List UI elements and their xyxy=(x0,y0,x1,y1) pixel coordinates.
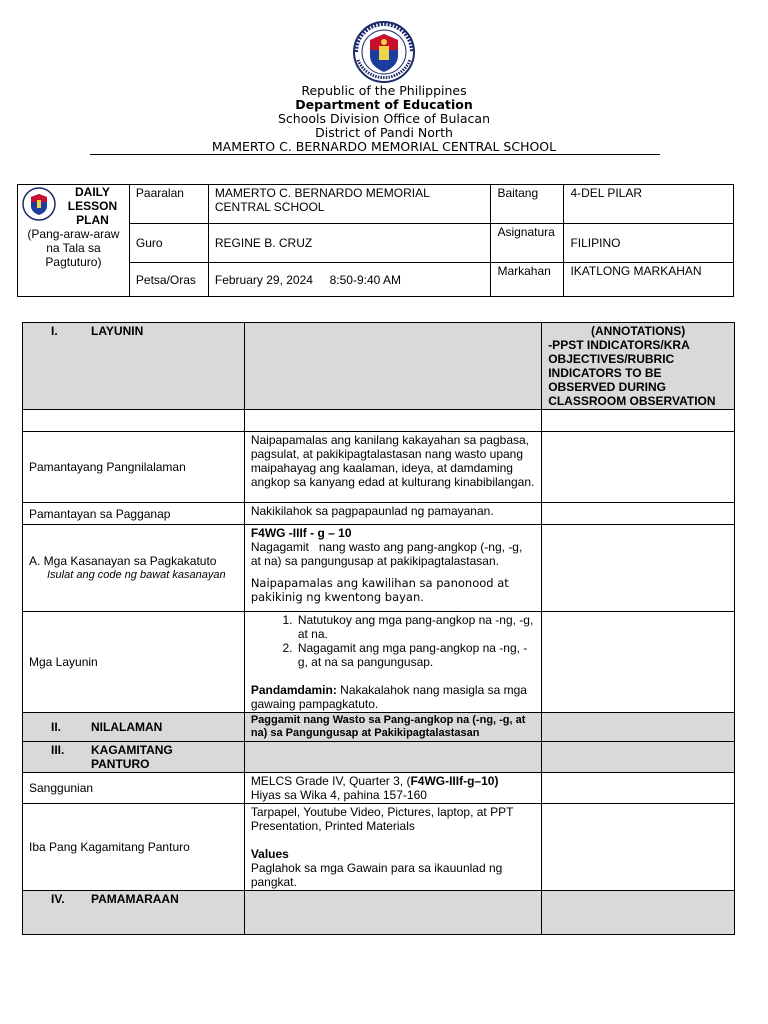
section-title: KAGAMITANG PANTURO xyxy=(91,743,173,771)
values-text: Paglahok sa mga Gawain para sa ikauunlad ng pangkat. xyxy=(250,861,503,889)
header-division: Schools Division Office of Bulacan xyxy=(277,111,491,126)
competency-code: F4WG -IIIf - g – 10 xyxy=(250,526,352,540)
values-label: Values xyxy=(250,847,289,861)
annotations-heading: (ANNOTATIONS) xyxy=(590,324,686,338)
teacher-value: REGINE B. CRUZ xyxy=(208,224,491,263)
materials-cell xyxy=(244,804,541,891)
subject-value: FILIPINO xyxy=(564,224,734,263)
table-row xyxy=(23,804,735,891)
lesson-plan-table xyxy=(22,322,735,935)
document-header xyxy=(0,20,768,154)
section-number: II. xyxy=(51,720,62,734)
reference-cell xyxy=(244,773,541,804)
section-pamamaraan-heading xyxy=(23,891,245,935)
quarter-label: Markahan xyxy=(491,263,564,297)
table-row xyxy=(23,503,735,525)
objectives-label: Mga Layunin xyxy=(23,612,245,713)
section-title: NILALAMAN xyxy=(91,720,163,734)
competency-text-2: Naipapamalas ang kawilihan sa panonood at pakikinig ng kwentong bayan. xyxy=(250,576,509,604)
section-title: LAYUNIN xyxy=(91,324,144,338)
competency-sublabel: Isulat ang code ng bawat kasanayan xyxy=(47,569,226,581)
table-row xyxy=(23,432,735,503)
objectives-list xyxy=(251,613,535,669)
reference-line-2: Hiyas sa Wika 4, pahina 157-160 xyxy=(250,788,427,802)
list-item: 2. Nagagamit ang mga pang-angkop na -ng, -g, at na sa pangungusap. xyxy=(296,641,535,669)
annotations-cell xyxy=(542,323,735,410)
section-layunin-row xyxy=(23,323,735,410)
competency-text: Nagagamit nang wasto ang pang-angkop (-ng, -g, at na) sa pangungusap at pakikipagtalastasan. xyxy=(250,540,526,568)
section-title: PAMAMARAAN xyxy=(91,892,179,906)
deped-seal-icon xyxy=(348,20,420,84)
subject-label: Asignatura xyxy=(491,224,564,263)
affective-label: Pandamdamin: xyxy=(250,683,337,697)
section-nilalaman-row xyxy=(23,713,735,742)
table-row xyxy=(23,612,735,713)
date-label: Petsa/Oras xyxy=(129,263,208,297)
header-department: Department of Education xyxy=(295,97,473,112)
section-number: III. xyxy=(51,743,65,757)
section-kagamitan-heading xyxy=(23,742,245,773)
header-republic: Republic of the Philippines xyxy=(301,83,467,98)
competency-value-cell xyxy=(244,525,541,612)
affective-text: Nakakalahok nang masigla sa mga gawaing pampagkatuto. xyxy=(250,683,527,711)
header-district: District of Pandi North xyxy=(315,125,453,140)
dlp-title-cell xyxy=(18,185,130,297)
date-value: February 29, 2024 8:50-9:40 AM xyxy=(208,263,491,297)
performance-standard-label: Pamantayan sa Pagganap xyxy=(23,503,245,525)
section-nilalaman-heading xyxy=(23,713,245,742)
performance-standard-value: Nakikilahok sa pagpapaunlad ng pamayanan. xyxy=(244,503,541,525)
content-standard-value: Naipapamalas ang kanilang kakayahan sa pagbasa, pagsulat, at pakikipagtalastasan nang wasto upang maipahayag ang kaalaman, ideya, at damdaming angkop sa kanyang edad at kulturang kinabibilangan. xyxy=(244,432,541,503)
table-row xyxy=(23,773,735,804)
quarter-value: IKATLONG MARKAHAN xyxy=(564,263,734,297)
reference-line-1 xyxy=(251,774,535,788)
reference-source: MELCS Grade IV, Quarter 3, ( xyxy=(250,774,411,788)
section-kagamitan-row xyxy=(23,742,735,773)
school-label: Paaralan xyxy=(129,185,208,224)
grade-value: 4-DEL PILAR xyxy=(564,185,734,224)
content-standard-label: Pamantayang Pangnilalaman xyxy=(23,432,245,503)
section-layunin-heading xyxy=(23,323,245,410)
table-row xyxy=(23,410,735,432)
reference-label: Sanggunian xyxy=(23,773,245,804)
materials-label: Iba Pang Kagamitang Panturo xyxy=(23,804,245,891)
table-row xyxy=(23,525,735,612)
list-item: 1. Natutukoy ang mga pang-angkop na -ng, -g, at na. xyxy=(296,613,535,641)
header-school: MAMERTO C. BERNARDO MEMORIAL CENTRAL SCHOOL xyxy=(211,139,557,154)
dlp-subtitle: (Pang-araw-araw na Tala sa Pagtuturo) xyxy=(27,227,120,269)
grade-label: Baitang xyxy=(491,185,564,224)
header-divider xyxy=(90,154,660,155)
content-topic: Paggamit nang Wasto sa Pang-angkop na (-ng, -g, at na) sa Pangungusap at Pakikipagtalastasan xyxy=(244,713,541,742)
school-value: MAMERTO C. BERNARDO MEMORIAL CENTRAL SCHOOL xyxy=(208,185,491,224)
competency-label: A. Mga Kasanayan sa Pagkakatuto xyxy=(29,554,217,568)
annotations-body: -PPST INDICATORS/KRA OBJECTIVES/RUBRIC INDICATORS TO BE OBSERVED DURING CLASSROOM OBSERVATION xyxy=(548,338,716,408)
section-number: I. xyxy=(51,324,58,338)
competency-cell xyxy=(23,525,245,612)
section-number: IV. xyxy=(51,892,65,906)
objectives-cell xyxy=(244,612,541,713)
deped-seal-small-icon xyxy=(21,187,57,221)
section-pamamaraan-row xyxy=(23,891,735,935)
reference-code: F4WG-IIIf-g–10) xyxy=(410,774,499,788)
affective-objective xyxy=(251,683,535,711)
dlp-title: DAILY LESSON PLAN xyxy=(67,185,118,227)
teacher-label: Guro xyxy=(129,224,208,263)
lesson-info-table xyxy=(17,184,734,297)
materials-value: Tarpapel, Youtube Video, Pictures, laptop, at PPT Presentation, Printed Materials xyxy=(250,805,514,833)
